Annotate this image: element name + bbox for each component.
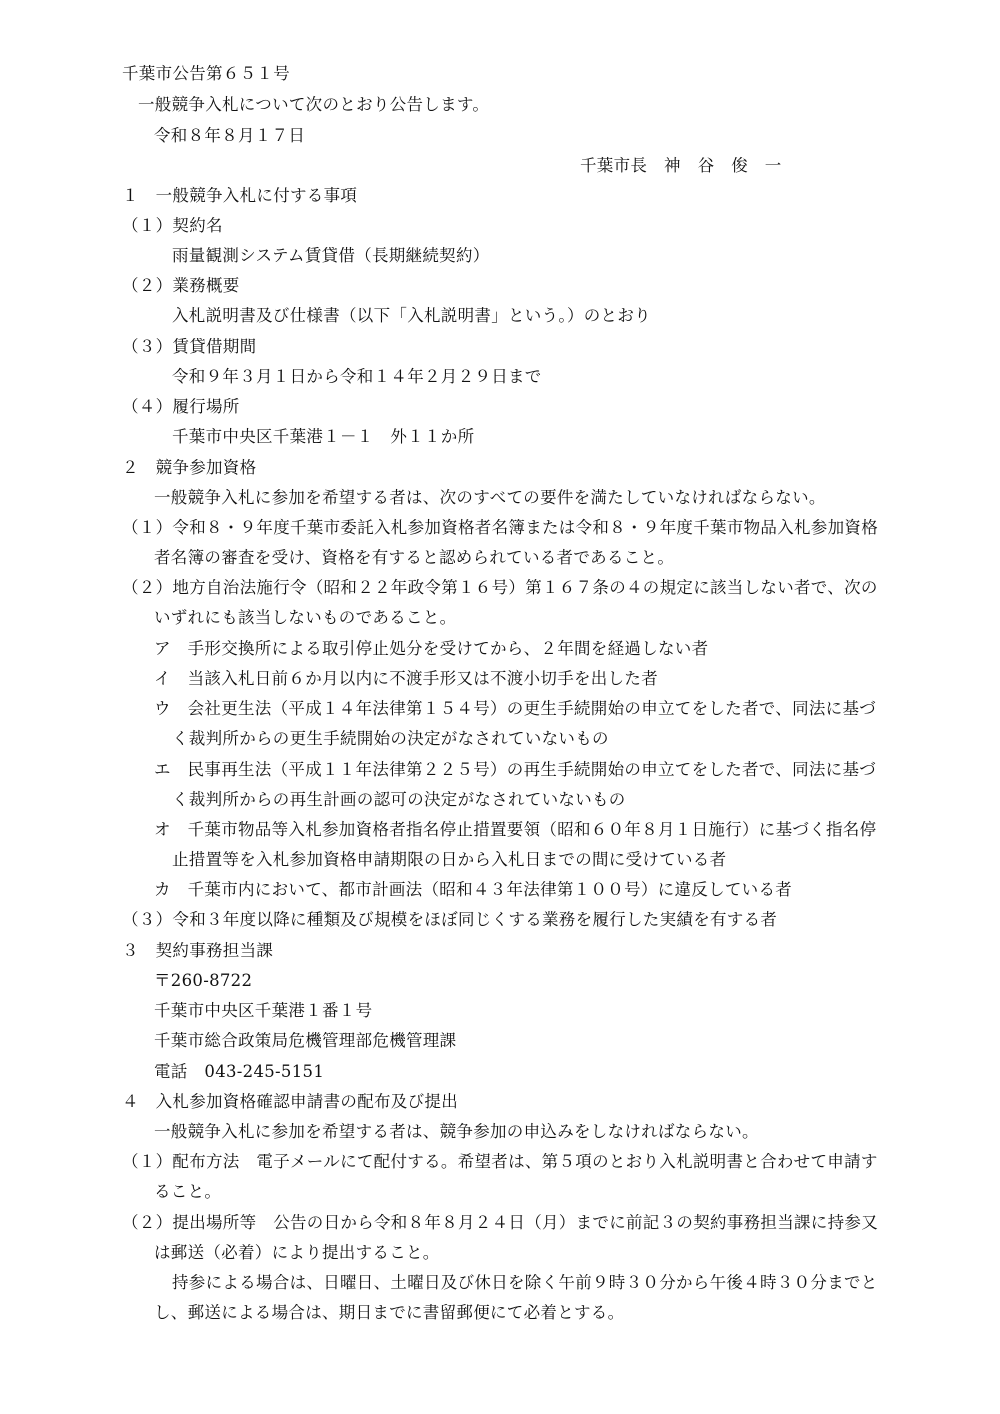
notice-signer: 千葉市長 神 谷 俊 一	[580, 156, 782, 175]
submission-line2: は郵送（必着）により提出すること。	[154, 1243, 440, 1262]
item-ka: カ 千葉市内において、都市計画法（昭和４３年法律第１００号）に違反している者	[154, 880, 793, 899]
section-4-intro: 一般競争入札に参加を希望する者は、競争参加の申込みをしなければならない。	[154, 1122, 759, 1141]
delivery-line1: 持参による場合は、日曜日、土曜日及び休日を除く午前９時３０分から午後４時３０分までと	[172, 1273, 878, 1292]
item-e-line2: く裁判所からの再生計画の認可の決定がなされていないもの	[172, 790, 626, 809]
qualification-2-line1: （２）地方自治法施行令（昭和２２年政令第１６号）第１６７条の４の規定に該当しない者で、次の	[122, 578, 878, 597]
qualification-3: （３）令和３年度以降に種類及び規模をほぼ同じくする業務を履行した実績を有する者	[122, 910, 778, 929]
business-overview-label: （２）業務概要	[122, 276, 240, 295]
location-label: （４）履行場所	[122, 397, 240, 416]
office-phone: 電話 043-245-5151	[154, 1062, 325, 1081]
postal-code: 〒260-8722	[154, 971, 253, 990]
section-2-intro: 一般競争入札に参加を希望する者は、次のすべての要件を満たしていなければならない。	[154, 488, 826, 507]
section-4-heading: ４ 入札参加資格確認申請書の配布及び提出	[122, 1092, 458, 1111]
section-2-heading: ２ 競争参加資格	[122, 458, 257, 477]
notice-number: 千葉市公告第６５１号	[122, 64, 290, 83]
office-department: 千葉市総合政策局危機管理部危機管理課	[154, 1031, 457, 1050]
location-text: 千葉市中央区千葉港１－１ 外１１か所	[172, 427, 475, 446]
item-i: イ 当該入札日前６か月以内に不渡手形又は不渡小切手を出した者	[154, 669, 658, 688]
business-overview-text: 入札説明書及び仕様書（以下「入札説明書」という。）のとおり	[172, 306, 651, 325]
contract-name-label: （１）契約名	[122, 216, 223, 235]
contract-name-text: 雨量観測システム賃貸借（長期継続契約）	[172, 246, 490, 265]
item-e-line1: エ 民事再生法（平成１１年法律第２２５号）の再生手続開始の申立てをした者で、同法に基づ	[154, 760, 877, 779]
submission-line1: （２）提出場所等 公告の日から令和８年８月２４日（月）までに前記３の契約事務担当課に持参又	[122, 1213, 878, 1232]
item-a: ア 手形交換所による取引停止処分を受けてから、２年間を経過しない者	[154, 639, 709, 658]
notice-intro: 一般競争入札について次のとおり公告します。	[138, 95, 490, 114]
item-o-line1: オ 千葉市物品等入札参加資格者指名停止措置要領（昭和６０年８月１日施行）に基づく指名停	[154, 820, 877, 839]
qualification-1-line1: （１）令和８・９年度千葉市委託入札参加資格者名簿または令和８・９年度千葉市物品入札参加資格	[122, 518, 878, 537]
item-u-line1: ウ 会社更生法（平成１４年法律第１５４号）の更生手続開始の申立てをした者で、同法に基づ	[154, 699, 877, 718]
distribution-line1: （１）配布方法 電子メールにて配付する。希望者は、第５項のとおり入札説明書と合わせて申請す	[122, 1152, 878, 1171]
lease-period-label: （３）賃貸借期間	[122, 337, 257, 356]
section-3-heading: ３ 契約事務担当課	[122, 941, 274, 960]
office-address: 千葉市中央区千葉港１番１号	[154, 1001, 373, 1020]
section-1-heading: １ 一般競争入札に付する事項	[122, 186, 358, 205]
notice-date: 令和８年８月１７日	[154, 126, 306, 145]
qualification-1-line2: 者名簿の審査を受け、資格を有すると認められている者であること。	[154, 548, 675, 567]
lease-period-text: 令和９年３月１日から令和１４年２月２９日まで	[172, 367, 542, 386]
item-o-line2: 止措置等を入札参加資格申請期限の日から入札日までの間に受けている者	[172, 850, 727, 869]
qualification-2-line2: いずれにも該当しないものであること。	[154, 608, 457, 627]
distribution-line2: ること。	[154, 1182, 222, 1201]
delivery-line2: し、郵送による場合は、期日までに書留郵便にて必着とする。	[154, 1303, 625, 1322]
item-u-line2: く裁判所からの更生手続開始の決定がなされていないもの	[172, 729, 609, 748]
